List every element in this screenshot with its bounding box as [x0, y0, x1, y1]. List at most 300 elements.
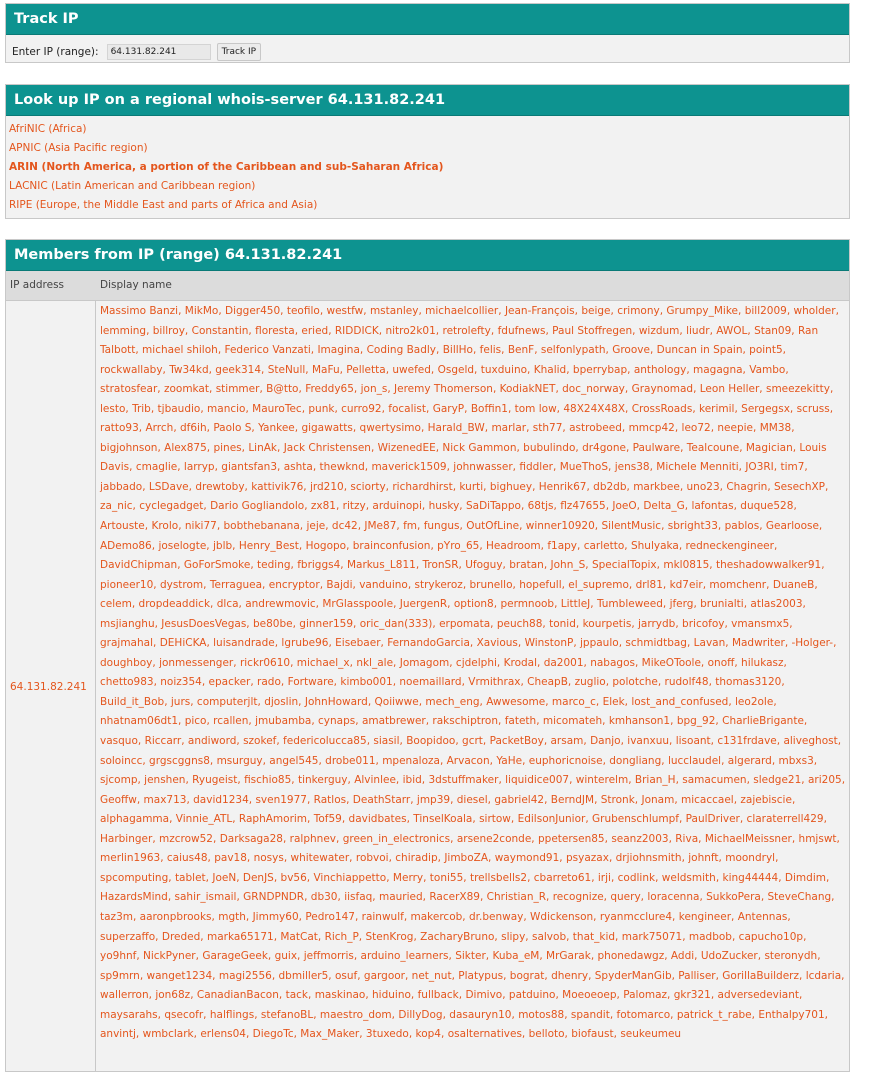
member-link[interactable]: Build_it_Bob — [100, 695, 165, 708]
member-link[interactable]: GarageGeek — [202, 950, 268, 963]
member-link[interactable]: green_in_electronics — [342, 832, 451, 845]
member-link[interactable]: felis — [479, 344, 502, 357]
member-link[interactable]: Dario Gogliandolo — [210, 500, 305, 513]
member-link[interactable]: patduino — [508, 989, 556, 1002]
member-link[interactable]: query — [610, 891, 641, 904]
member-link[interactable]: siasil — [373, 735, 400, 748]
member-link[interactable]: Sikter — [455, 950, 486, 963]
member-link[interactable]: hiduino — [372, 989, 411, 1002]
whois-link-ripe[interactable]: RIPE (Europe, the Middle East and parts of Africa and Asia) — [9, 199, 318, 211]
member-link[interactable]: msjianghu — [100, 617, 155, 630]
member-link[interactable]: Louis Davis — [100, 441, 827, 474]
member-link[interactable]: johnwasser — [453, 461, 513, 474]
member-link[interactable]: Shulyaka — [630, 539, 679, 552]
member-link[interactable]: tonid — [549, 617, 576, 630]
member-link[interactable]: erpomata — [439, 617, 491, 630]
member-link[interactable]: WinstonP — [524, 637, 574, 650]
member-link[interactable]: doc_norway — [562, 383, 625, 396]
member-link[interactable]: toni55 — [429, 871, 464, 884]
member-link[interactable]: KodiakNET — [499, 383, 556, 396]
member-link[interactable]: nabagos — [590, 656, 635, 669]
member-link[interactable]: SpyderManGib — [594, 969, 672, 982]
member-link[interactable]: jenshen — [144, 774, 186, 787]
member-link[interactable]: Terraguea — [209, 578, 263, 591]
member-link[interactable]: sirtow — [479, 813, 511, 826]
member-link[interactable]: BillHo — [442, 344, 473, 357]
member-link[interactable]: seukeumeu — [620, 1028, 682, 1041]
member-link[interactable]: niki77 — [184, 520, 217, 533]
member-link[interactable]: Wdickenson — [530, 910, 594, 923]
member-link[interactable]: cbarreto61 — [533, 871, 592, 884]
member-link[interactable]: drl81 — [635, 578, 663, 591]
member-link[interactable]: Grubenschlumpf — [592, 813, 679, 826]
member-link[interactable]: Enthalpy701 — [758, 1008, 825, 1021]
member-link[interactable]: Alex875 — [164, 441, 207, 454]
member-link[interactable]: CrossRoads — [631, 402, 693, 415]
member-link[interactable]: DeathStarr — [352, 793, 411, 806]
member-link[interactable]: kengineer — [678, 910, 732, 923]
member-link[interactable]: jblb — [212, 539, 233, 552]
member-link[interactable]: jonmessenger — [159, 656, 234, 669]
member-link[interactable]: df6ih — [180, 422, 207, 435]
member-link[interactable]: qwertysimo — [359, 422, 421, 435]
member-link[interactable]: selfonlypath — [540, 344, 606, 357]
member-link[interactable]: pav18 — [214, 852, 247, 865]
member-link[interactable]: david1234 — [193, 793, 249, 806]
member-link[interactable]: Dreded — [161, 930, 201, 943]
member-link[interactable]: yo9hnf — [100, 950, 137, 963]
member-link[interactable]: LinAk — [248, 441, 278, 454]
whois-link-arin[interactable]: ARIN (North America, a portion of the Caribbean and sub-Saharan Africa) — [9, 161, 444, 173]
member-link[interactable]: scruss — [796, 402, 830, 415]
member-link[interactable]: grgscggns8 — [149, 754, 210, 767]
member-link[interactable]: teding — [257, 559, 291, 572]
member-link[interactable]: uwefed — [392, 363, 431, 376]
member-link[interactable]: computerjlt — [196, 695, 258, 708]
member-link[interactable]: sbright33 — [667, 520, 718, 533]
member-link[interactable]: CheapB — [527, 676, 568, 689]
member-link[interactable]: fungus — [423, 520, 460, 533]
member-link[interactable]: bperrybap — [572, 363, 628, 376]
member-link[interactable]: JMe87 — [364, 520, 397, 533]
member-link[interactable]: Leon Heller — [699, 383, 760, 396]
member-link[interactable]: belloto — [528, 1028, 565, 1041]
member-link[interactable]: SteveChang — [767, 891, 832, 904]
member-link[interactable]: oric_dan(333) — [359, 617, 433, 630]
member-link[interactable]: PaulDriver — [685, 813, 740, 826]
member-link[interactable]: michaelcollier — [425, 305, 499, 317]
member-link[interactable]: Markus_L811 — [346, 559, 416, 572]
member-link[interactable]: Massimo Banzi — [100, 305, 179, 317]
member-link[interactable]: crimony — [617, 305, 660, 317]
member-link[interactable]: Duncan in Spain — [656, 344, 743, 357]
member-link[interactable]: Gearloose — [765, 520, 819, 533]
member-link[interactable]: fotomarco — [616, 1008, 671, 1021]
member-link[interactable]: gkr321 — [673, 989, 711, 1002]
member-link[interactable]: Dimdim — [784, 871, 826, 884]
member-link[interactable]: atlas2003 — [750, 598, 803, 611]
member-link[interactable]: iisfaq — [344, 891, 373, 904]
member-link[interactable]: Ran Talbott — [100, 324, 819, 357]
member-link[interactable]: Freddy65 — [305, 383, 354, 396]
member-link[interactable]: UdoZucker — [700, 950, 758, 963]
member-link[interactable]: davidbates — [348, 813, 407, 826]
member-link[interactable]: king44444 — [722, 871, 779, 884]
member-link[interactable]: ginner159 — [299, 617, 354, 630]
member-link[interactable]: Jack Christensen — [283, 441, 371, 454]
member-link[interactable]: teofilo — [286, 305, 320, 317]
member-link[interactable]: Madwriter — [731, 637, 785, 650]
member-link[interactable]: jrd210 — [309, 480, 344, 493]
member-link[interactable]: johnft — [688, 852, 719, 865]
member-link[interactable]: geek314 — [215, 363, 262, 376]
member-link[interactable]: brunello — [469, 578, 513, 591]
member-link[interactable]: drewtoby — [195, 480, 245, 493]
member-link[interactable]: wallerron — [100, 989, 149, 1002]
member-link[interactable]: JO3RI — [745, 461, 774, 474]
member-link[interactable]: Groove — [612, 344, 650, 357]
member-link[interactable]: Arrch — [145, 422, 174, 435]
member-link[interactable]: spandit — [570, 1008, 610, 1021]
member-link[interactable]: arsam — [550, 735, 584, 748]
member-link[interactable]: uno23 — [686, 480, 720, 493]
member-link[interactable]: kerimil — [699, 402, 735, 415]
member-link[interactable]: gigawatts — [301, 422, 353, 435]
member-link[interactable]: kmhanson1 — [608, 715, 671, 728]
member-link[interactable]: drobe011 — [325, 754, 376, 767]
member-link[interactable]: bograt — [509, 969, 545, 982]
member-link[interactable]: pablos — [724, 520, 760, 533]
member-link[interactable]: point5 — [749, 344, 783, 357]
member-link[interactable]: magagna — [693, 363, 743, 376]
member-link[interactable]: db30 — [310, 891, 338, 904]
member-link[interactable]: drjiohnsmith — [615, 852, 682, 865]
member-link[interactable]: wholder — [793, 305, 836, 317]
member-link[interactable]: Chagrin — [726, 480, 768, 493]
member-link[interactable]: bill2009 — [744, 305, 787, 317]
member-link[interactable]: MikMo — [184, 305, 219, 317]
member-link[interactable]: Magician — [745, 441, 793, 454]
member-link[interactable]: micomateh — [542, 715, 603, 728]
member-link[interactable]: bigjohnson — [100, 441, 158, 454]
member-link[interactable]: arduino_learners — [360, 950, 449, 963]
member-link[interactable]: rado — [257, 676, 281, 689]
member-link[interactable]: djoslin — [264, 695, 299, 708]
member-link[interactable]: cmaglie — [135, 461, 178, 474]
member-link[interactable]: RaphAmorim — [238, 813, 308, 826]
member-link[interactable]: michael_x — [296, 656, 350, 669]
member-link[interactable]: ari205 — [807, 774, 842, 787]
member-link[interactable]: Rich_P — [324, 930, 359, 943]
member-link[interactable]: mark75071 — [621, 930, 683, 943]
member-link[interactable]: superzaffo — [100, 930, 156, 943]
member-link[interactable]: ADemo86 — [100, 539, 152, 552]
member-link[interactable]: samacumen — [682, 774, 747, 787]
member-link[interactable]: Khalid — [533, 363, 567, 376]
member-link[interactable]: GRNDPNDR — [243, 891, 305, 904]
member-link[interactable]: MM38 — [759, 422, 792, 435]
member-link[interactable]: Addi — [670, 950, 695, 963]
member-link[interactable]: MikeOToole — [641, 656, 701, 669]
member-link[interactable]: AWOL — [716, 324, 748, 337]
member-link[interactable]: LittleJ — [560, 598, 591, 611]
member-link[interactable]: theshadowwalker91 — [715, 559, 822, 572]
member-link[interactable]: kourpetis — [582, 617, 632, 630]
member-link[interactable]: maysarahs — [100, 1008, 158, 1021]
member-link[interactable]: Platypus — [458, 969, 504, 982]
member-link[interactable]: epacker — [208, 676, 251, 689]
member-link[interactable]: tuxduino — [480, 363, 528, 376]
member-link[interactable]: floresta — [255, 324, 295, 337]
member-link[interactable]: bratan — [509, 559, 544, 572]
member-link[interactable]: NickPyner — [143, 950, 196, 963]
member-link[interactable]: zoomkat — [163, 383, 209, 396]
member-link[interactable]: Christian_R — [486, 891, 547, 904]
member-link[interactable]: maestro_dom — [319, 1008, 392, 1021]
member-link[interactable]: spcomputing — [100, 871, 169, 884]
member-link[interactable]: strykeroz — [414, 578, 463, 591]
member-link[interactable]: sven1977 — [255, 793, 307, 806]
member-link[interactable]: maverick1509 — [371, 461, 447, 474]
member-link[interactable]: jmubamba — [255, 715, 312, 728]
member-link[interactable]: alphagamma — [100, 813, 170, 826]
member-link[interactable]: westfw — [326, 305, 364, 317]
member-link[interactable]: RIDDICK — [334, 324, 379, 337]
member-link[interactable]: Federico Vanzati — [224, 344, 311, 357]
member-link[interactable]: Hogopo — [305, 539, 347, 552]
member-link[interactable]: mancio — [207, 402, 246, 415]
member-link[interactable]: Tw34kd — [169, 363, 209, 376]
member-link[interactable]: curro92 — [341, 402, 382, 415]
member-link[interactable]: B@tto — [266, 383, 299, 396]
ip-range-input[interactable] — [107, 44, 211, 60]
member-link[interactable]: gabriel42 — [494, 793, 545, 806]
member-link[interactable]: osuf — [334, 969, 358, 982]
member-link[interactable]: wizdum — [638, 324, 680, 337]
member-link[interactable]: jens38 — [614, 461, 650, 474]
member-link[interactable]: jon68z — [155, 989, 191, 1002]
member-link[interactable]: euphoricnoise — [528, 754, 603, 767]
member-link[interactable]: duque528 — [740, 500, 794, 513]
member-link[interactable]: SesechXP — [774, 480, 826, 493]
member-link[interactable]: Sergegsx — [741, 402, 790, 415]
member-link[interactable]: MueThoS — [559, 461, 609, 474]
member-link[interactable]: Riva — [675, 832, 699, 845]
member-link[interactable]: Fortware — [287, 676, 334, 689]
member-link[interactable]: rudolf48 — [664, 676, 709, 689]
member-link[interactable]: Michele Menniti — [656, 461, 739, 474]
member-link[interactable]: lcdaria — [805, 969, 842, 982]
member-link[interactable]: adversedeviant — [717, 989, 800, 1002]
member-link[interactable]: jabbado — [100, 480, 143, 493]
track-ip-button[interactable]: Track IP — [217, 43, 262, 61]
member-link[interactable]: rockwallaby — [100, 363, 163, 376]
member-link[interactable]: GaryP — [432, 402, 465, 415]
member-link[interactable]: noiz354 — [160, 676, 202, 689]
member-link[interactable]: winner10920 — [525, 520, 595, 533]
member-link[interactable]: maskinao — [314, 989, 366, 1002]
member-link[interactable]: Awwesome — [486, 695, 546, 708]
member-link[interactable]: JuergenR — [399, 598, 448, 611]
member-link[interactable]: DillyDog — [398, 1008, 443, 1021]
member-link[interactable]: guix — [274, 950, 298, 963]
member-link[interactable]: bubulindo — [523, 441, 576, 454]
member-link[interactable]: patrick_t_rabe — [676, 1008, 752, 1021]
member-link[interactable]: joselogte — [158, 539, 207, 552]
member-link[interactable]: 3tuxedo — [365, 1028, 409, 1041]
member-link[interactable]: pYro_65 — [437, 539, 480, 552]
member-link[interactable]: mech_eng — [425, 695, 480, 708]
member-link[interactable]: mzcrow52 — [159, 832, 213, 845]
member-link[interactable]: diesel — [456, 793, 488, 806]
member-link[interactable]: OutOfLine — [466, 520, 520, 533]
member-link[interactable]: Riccarr — [144, 735, 182, 748]
member-link[interactable]: stratosfear — [100, 383, 158, 396]
member-link[interactable]: Vrmithrax — [468, 676, 521, 689]
member-link[interactable]: lesto — [100, 402, 126, 415]
member-link[interactable]: marlar — [491, 422, 527, 435]
member-link[interactable]: jeje — [306, 520, 326, 533]
member-link[interactable]: vmansmx5 — [731, 617, 790, 630]
member-link[interactable]: dr4gone — [582, 441, 626, 454]
member-link[interactable]: aaronpbrooks — [139, 910, 212, 923]
member-link[interactable]: JesusDoesVegas — [161, 617, 247, 630]
member-link[interactable]: LSDave — [148, 480, 189, 493]
member-link[interactable]: whitewater — [290, 852, 350, 865]
member-link[interactable]: TinselKoala — [413, 813, 473, 826]
member-link[interactable]: phonedawgz — [597, 950, 665, 963]
member-link[interactable]: that_kid — [572, 930, 616, 943]
member-link[interactable]: nkl_ale — [356, 656, 394, 669]
member-link[interactable]: marka65171 — [206, 930, 274, 943]
member-link[interactable]: MrGlasspoole — [322, 598, 394, 611]
member-link[interactable]: federicolucca85 — [283, 735, 367, 748]
member-link[interactable]: tom low — [514, 402, 557, 415]
member-link[interactable]: Krodal — [503, 656, 538, 669]
member-link[interactable]: fbriggs4 — [297, 559, 341, 572]
member-link[interactable]: anthology — [633, 363, 687, 376]
member-link[interactable]: Vinnie_ATL — [175, 813, 233, 826]
member-link[interactable]: mbxs3 — [778, 754, 814, 767]
member-link[interactable]: Antennas — [737, 910, 788, 923]
member-link[interactable]: YaHe — [496, 754, 523, 767]
member-link[interactable]: Ratlos — [313, 793, 347, 806]
member-link[interactable]: winterelm — [575, 774, 629, 787]
member-link[interactable]: arsene2conde — [456, 832, 532, 845]
member-link[interactable]: PacketBoy — [489, 735, 544, 748]
member-link[interactable]: BenF — [507, 344, 535, 357]
member-link[interactable]: dc42 — [331, 520, 358, 533]
member-link[interactable]: cynaps — [318, 715, 356, 728]
member-link[interactable]: marco_c — [551, 695, 596, 708]
member-link[interactable]: Headroom — [486, 539, 541, 552]
ip-address-link[interactable]: 64.131.82.241 — [10, 680, 87, 693]
member-link[interactable]: fullback — [417, 989, 459, 1002]
member-link[interactable]: leo2ole — [735, 695, 774, 708]
member-link[interactable]: Geoffw — [100, 793, 137, 806]
member-link[interactable]: Boffin1 — [470, 402, 508, 415]
member-link[interactable]: markbee — [633, 480, 680, 493]
member-link[interactable]: Moeoeoep — [562, 989, 617, 1002]
member-link[interactable]: hmjswt — [798, 832, 837, 845]
member-link[interactable]: Paolo S — [213, 422, 252, 435]
member-link[interactable]: hopefull — [519, 578, 562, 591]
member-link[interactable]: lucclaudel — [667, 754, 722, 767]
member-link[interactable]: Jean-François — [504, 305, 575, 317]
member-link[interactable]: capucho10p — [738, 930, 804, 943]
member-link[interactable]: StenKrog — [365, 930, 414, 943]
member-link[interactable]: brainconfusion — [352, 539, 431, 552]
member-link[interactable]: jeffmorris — [303, 950, 354, 963]
member-link[interactable]: stimmer — [215, 383, 260, 396]
member-link[interactable]: momchenr — [709, 578, 767, 591]
member-link[interactable]: tim7 — [780, 461, 805, 474]
member-link[interactable]: richardhirst — [392, 480, 453, 493]
member-link[interactable]: kd7eir — [669, 578, 703, 591]
member-link[interactable]: DuaneB — [772, 578, 815, 591]
member-link[interactable]: zajebiscie — [740, 793, 792, 806]
member-link[interactable]: stefanoBL — [260, 1008, 314, 1021]
member-link[interactable]: RacerX89 — [429, 891, 480, 904]
member-link[interactable]: husky — [428, 500, 460, 513]
member-link[interactable]: zuglio — [574, 676, 606, 689]
member-link[interactable]: wmbclark — [142, 1028, 194, 1041]
member-link[interactable]: Bajdi — [326, 578, 353, 591]
member-link[interactable]: anvintj — [100, 1028, 136, 1041]
member-link[interactable]: mstanley — [369, 305, 419, 317]
member-link[interactable]: -Holger- — [791, 637, 834, 650]
member-link[interactable]: cyclegadget — [139, 500, 204, 513]
member-link[interactable]: rakschiptron — [432, 715, 499, 728]
member-link[interactable]: Darksaga28 — [219, 832, 283, 845]
member-link[interactable]: Harald_BW — [427, 422, 485, 435]
member-link[interactable]: c131frdave — [717, 735, 777, 748]
member-link[interactable]: eried — [301, 324, 329, 337]
member-link[interactable]: mpenaloza — [382, 754, 440, 767]
member-link[interactable]: mkl0815 — [663, 559, 710, 572]
member-link[interactable]: robvoi — [355, 852, 389, 865]
member-link[interactable]: chiradip — [395, 852, 438, 865]
member-link[interactable]: Paulware — [632, 441, 681, 454]
member-link[interactable]: dasauryn10 — [449, 1008, 512, 1021]
member-link[interactable]: ibid — [402, 774, 422, 787]
member-link[interactable]: MatCat — [280, 930, 318, 943]
member-link[interactable]: Arvacon — [446, 754, 490, 767]
member-link[interactable]: ppetersen85 — [537, 832, 605, 845]
member-link[interactable]: mmcp42 — [628, 422, 675, 435]
member-link[interactable]: salvob — [531, 930, 567, 943]
member-link[interactable]: Kuba_eM — [492, 950, 540, 963]
member-link[interactable]: madbob — [688, 930, 732, 943]
member-link[interactable]: SteNull — [267, 363, 306, 376]
member-link[interactable]: Digger450 — [225, 305, 281, 317]
member-link[interactable]: Tealcoune — [686, 441, 740, 454]
member-link[interactable]: Nick Gammon — [442, 441, 517, 454]
member-link[interactable]: Pelletta — [346, 363, 386, 376]
member-link[interactable]: el_supremo — [568, 578, 629, 591]
member-link[interactable]: focalist — [388, 402, 426, 415]
member-link[interactable]: FernandoGarcia — [387, 637, 470, 650]
member-link[interactable]: Qoiiwwe — [374, 695, 419, 708]
member-link[interactable]: zx81 — [310, 500, 336, 513]
member-link[interactable]: erlens04 — [200, 1028, 246, 1041]
member-link[interactable]: Trib — [132, 402, 151, 415]
member-link[interactable]: gargoor — [363, 969, 405, 982]
member-link[interactable]: rickr0610 — [239, 656, 291, 669]
member-link[interactable]: dlca — [216, 598, 239, 611]
member-link[interactable]: angel545 — [269, 754, 319, 767]
member-link[interactable]: JoeN — [212, 871, 237, 884]
